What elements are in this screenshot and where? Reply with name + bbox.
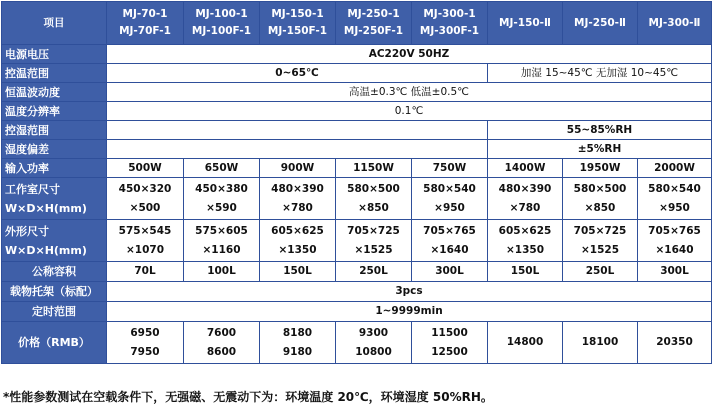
- row-label: [2, 220, 107, 262]
- outer-size-cell: [336, 220, 412, 262]
- size-line2: ×1640: [430, 243, 469, 256]
- row-label: 公称容积: [2, 262, 107, 282]
- row-input-power: [2, 159, 712, 178]
- header-item: [2, 2, 107, 45]
- size-line2: ×780: [282, 201, 313, 214]
- volume-cell: 300L: [638, 262, 712, 282]
- chamber-size-cell: [260, 178, 336, 220]
- price-line2: 10800: [355, 345, 392, 358]
- model-header: [488, 2, 563, 45]
- price-line2: 12500: [431, 345, 468, 358]
- volume-cell: 150L: [488, 262, 563, 282]
- model-header: [260, 2, 336, 45]
- row-label: 控湿范围: [2, 121, 107, 140]
- row-label-line2: W×D×H(mm): [5, 201, 87, 215]
- size-line1: 580×540: [648, 182, 701, 195]
- chamber-size-cell: [488, 178, 563, 220]
- size-line2: ×850: [584, 201, 616, 214]
- row-label: 温度分辨率: [2, 102, 107, 121]
- timer-range-value: 1~9999min: [107, 302, 712, 322]
- temp-range-value-a: 0~65℃: [107, 64, 488, 83]
- model-name: MJ-300-1: [423, 8, 476, 20]
- row-temp-fluctuation: [2, 83, 712, 102]
- size-line1: 605×625: [498, 224, 552, 237]
- price-line1: 8180: [282, 326, 313, 339]
- row-label: 价格（RMB）: [2, 322, 107, 364]
- chamber-size-cell: [107, 178, 184, 220]
- row-outer-size: [2, 220, 712, 262]
- price-line1: 6950: [130, 326, 160, 339]
- input-power-cell: 750W: [412, 159, 488, 178]
- size-line2: ×1070: [125, 243, 165, 256]
- model-header: [638, 2, 712, 45]
- size-line1: 705×725: [573, 224, 627, 237]
- outer-size-cell: [260, 220, 336, 262]
- row-label: 控温范围: [2, 64, 107, 83]
- size-line1: 580×500: [347, 182, 400, 195]
- model-header: [412, 2, 488, 45]
- row-label: 恒温波动度: [2, 83, 107, 102]
- model-name-alt: MJ-250F-1: [343, 25, 404, 37]
- outer-size-cell: [107, 220, 184, 262]
- size-line2: ×1525: [354, 243, 393, 256]
- size-line2: ×780: [509, 201, 541, 214]
- model-name: MJ-250-Ⅱ: [574, 16, 626, 29]
- header-item-label: 项目: [43, 16, 65, 29]
- size-line2: ×1160: [202, 243, 241, 256]
- size-line2: ×590: [206, 201, 237, 214]
- size-line1: 705×765: [423, 224, 476, 237]
- size-line1: 705×725: [347, 224, 400, 237]
- outer-size-cell: [488, 220, 563, 262]
- price-line1: 7600: [206, 326, 237, 339]
- spec-table: [1, 1, 712, 364]
- input-power-cell: 650W: [184, 159, 260, 178]
- row-temp-resolution: [2, 102, 712, 121]
- model-header: [184, 2, 260, 45]
- input-power-cell: 2000W: [638, 159, 712, 178]
- model-name: MJ-70-1: [122, 8, 168, 20]
- empty-cell: [107, 140, 488, 159]
- chamber-size-cell: [638, 178, 712, 220]
- size-line2: ×950: [434, 201, 465, 214]
- row-temp-range: [2, 64, 712, 83]
- size-line2: ×1350: [505, 243, 545, 256]
- size-line1: 480×390: [498, 182, 552, 195]
- temp-range-value-b: 加湿 15~45℃ 无加湿 10~45℃: [488, 64, 712, 83]
- row-shelves: [2, 282, 712, 302]
- row-label-line1: 外形尺寸: [5, 224, 49, 238]
- price-line2: 8600: [206, 345, 237, 358]
- outer-size-cell: [563, 220, 638, 262]
- price-cell: 18100: [563, 322, 638, 364]
- price-line2: 9180: [282, 345, 313, 358]
- humidity-deviation-value: ±5%RH: [488, 140, 712, 159]
- price-cell: [184, 322, 260, 364]
- model-header: [563, 2, 638, 45]
- size-line1: 605×625: [271, 224, 324, 237]
- footnote: *性能参数测试在空载条件下，无强磁、无震动下为：环境温度 20℃，环境湿度 50%RH。: [3, 390, 493, 404]
- model-name: MJ-300-Ⅱ: [648, 16, 701, 29]
- row-label: 湿度偏差: [2, 140, 107, 159]
- row-power-supply: [2, 45, 712, 64]
- price-cell: [412, 322, 488, 364]
- input-power-cell: 1150W: [336, 159, 412, 178]
- chamber-size-cell: [563, 178, 638, 220]
- model-name-alt: MJ-100F-1: [191, 25, 252, 37]
- power-supply-value: AC220V 50HZ: [107, 45, 712, 64]
- outer-size-cell: [638, 220, 712, 262]
- model-header: [336, 2, 412, 45]
- volume-cell: 250L: [563, 262, 638, 282]
- volume-cell: 300L: [412, 262, 488, 282]
- price-cell: 14800: [488, 322, 563, 364]
- size-line2: ×1525: [580, 243, 620, 256]
- size-line1: 450×380: [195, 182, 248, 195]
- temp-resolution-value: 0.1℃: [107, 102, 712, 121]
- size-line1: 575×605: [195, 224, 248, 237]
- row-label: 电源电压: [2, 45, 107, 64]
- size-line1: 580×500: [573, 182, 627, 195]
- shelves-value: 3pcs: [107, 282, 712, 302]
- model-name-alt: MJ-300F-1: [419, 25, 480, 37]
- price-cell: [336, 322, 412, 364]
- row-label: [2, 178, 107, 220]
- model-name: MJ-150-Ⅱ: [499, 16, 551, 29]
- volume-cell: 250L: [336, 262, 412, 282]
- price-line1: 9300: [358, 326, 389, 339]
- size-line1: 450×320: [118, 182, 172, 195]
- row-nominal-volume: [2, 262, 712, 282]
- volume-cell: 100L: [184, 262, 260, 282]
- outer-size-cell: [412, 220, 488, 262]
- chamber-size-cell: [412, 178, 488, 220]
- input-power-cell: 900W: [260, 159, 336, 178]
- size-line2: ×1350: [278, 243, 317, 256]
- volume-cell: 150L: [260, 262, 336, 282]
- price-line1: 11500: [431, 326, 468, 339]
- size-line1: 575×545: [118, 224, 172, 237]
- row-label: 输入功率: [2, 159, 107, 178]
- size-line2: ×850: [358, 201, 389, 214]
- row-chamber-size: [2, 178, 712, 220]
- size-line1: 480×390: [271, 182, 324, 195]
- volume-cell: 70L: [107, 262, 184, 282]
- price-cell: [107, 322, 184, 364]
- chamber-size-cell: [184, 178, 260, 220]
- price-cell: [260, 322, 336, 364]
- size-line2: ×950: [659, 201, 690, 214]
- size-line1: 705×765: [648, 224, 701, 237]
- row-humidity-range: [2, 121, 712, 140]
- humidity-range-value: 55~85%RH: [488, 121, 712, 140]
- model-name: MJ-100-1: [195, 8, 248, 20]
- row-price: [2, 322, 712, 364]
- price-line2: 7950: [130, 345, 160, 358]
- row-timer-range: [2, 302, 712, 322]
- model-name: MJ-150-1: [271, 8, 324, 20]
- input-power-cell: 1400W: [488, 159, 563, 178]
- size-line2: ×500: [129, 201, 161, 214]
- header-row: [2, 2, 712, 45]
- row-label: 定时范围: [2, 302, 107, 322]
- row-label-line2: W×D×H(mm): [5, 243, 87, 257]
- model-header: [107, 2, 184, 45]
- model-name-alt: MJ-150F-1: [267, 25, 328, 37]
- outer-size-cell: [184, 220, 260, 262]
- size-line1: 580×540: [423, 182, 476, 195]
- model-name: MJ-250-1: [347, 8, 400, 20]
- model-name-alt: MJ-70F-1: [119, 25, 171, 37]
- size-line2: ×1640: [655, 243, 694, 256]
- price-cell: 20350: [638, 322, 712, 364]
- temp-fluctuation-value: 高温±0.3℃ 低温±0.5℃: [107, 83, 712, 102]
- input-power-cell: 1950W: [563, 159, 638, 178]
- empty-cell: [107, 121, 488, 140]
- chamber-size-cell: [336, 178, 412, 220]
- row-label-line1: 工作室尺寸: [5, 182, 60, 196]
- input-power-cell: 500W: [107, 159, 184, 178]
- row-humidity-deviation: [2, 140, 712, 159]
- row-label: 载物托架（标配）: [2, 282, 107, 302]
